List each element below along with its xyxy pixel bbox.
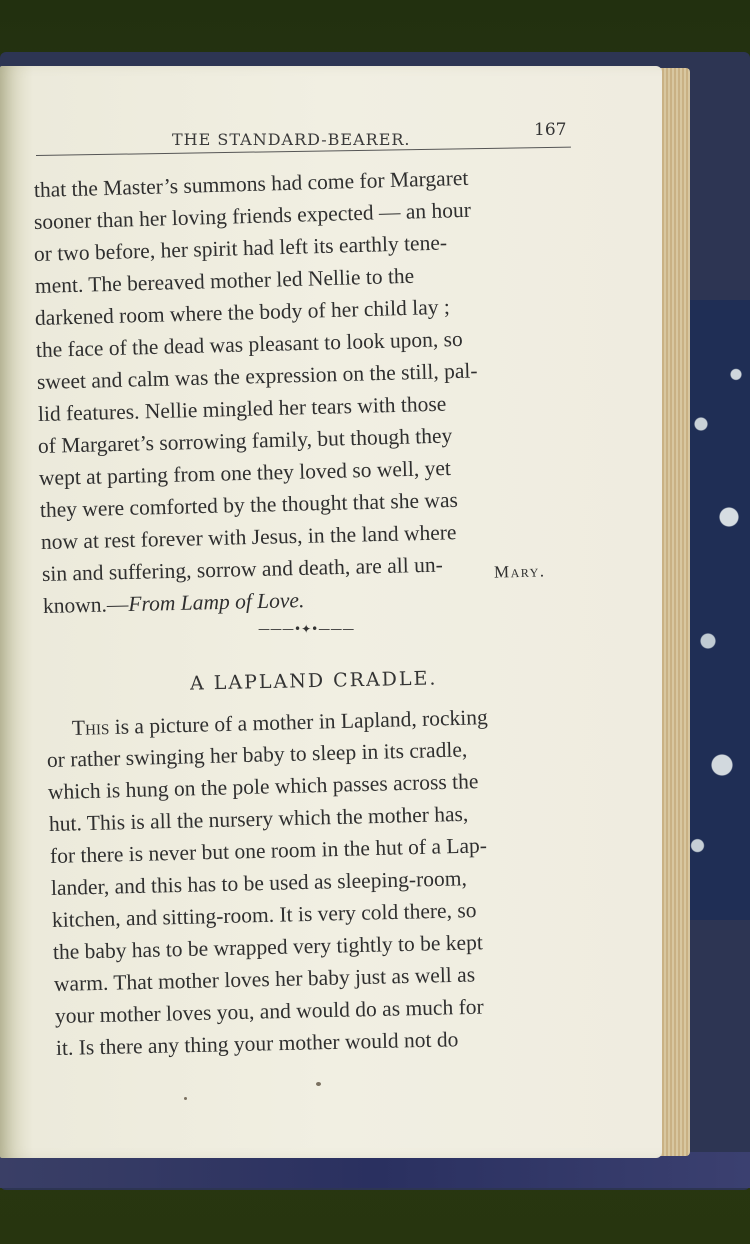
author-signature: Mary. [493, 561, 546, 582]
text-line: that the Master’s summons had come for Margaret [33, 165, 469, 202]
section-title: A LAPLAND CRADLE. [189, 667, 438, 695]
text-line: sin and suffering, sorrow and death, are all un- [41, 552, 443, 586]
text-line: which is hung on the pole which passes across the [47, 769, 479, 804]
text-line: warm. That mother loves her baby just as well as [53, 962, 476, 996]
section-ornament: ———•✦•——— [258, 622, 355, 636]
text-line: ment. The bereaved mother led Nellie to the [34, 263, 415, 298]
text-line: your mother loves you, and would do as much for [54, 994, 484, 1028]
drop-word: This [71, 715, 110, 740]
text-line: it. Is there any thing your mother would not do [55, 1027, 459, 1060]
text-line: hut. This is all the nursery which the mother has, [48, 801, 469, 836]
text-line: they were comforted by the thought that she was [39, 487, 459, 522]
running-head: THE STANDARD-BEARER. [172, 130, 411, 149]
text-line: the baby has to be wrapped very tightly to be kept [52, 930, 484, 964]
paper-speck [184, 1097, 187, 1100]
text-line: for there is never but one room in the hut of a Lap- [49, 833, 488, 868]
paper-speck [316, 1082, 321, 1086]
text-line: or rather swinging her baby to sleep in its cradle, [46, 737, 468, 772]
text-line: the face of the dead was pleasant to look upon, so [35, 326, 464, 362]
text-line: darkened room where the body of her child lay ; [34, 294, 451, 330]
text-line-prefix: known.— [42, 592, 129, 618]
text-line: lander, and this has to be used as sleeping-room, [50, 866, 468, 900]
text-line-rest: is a picture of a mother in Lapland, rocking [108, 705, 489, 740]
text-line: wept at parting from one they loved so well, yet [38, 455, 452, 490]
text-line: or two before, her spirit had left its earthly tene- [33, 230, 448, 266]
text-line: kitchen, and sitting-room. It is very cold there, so [51, 898, 477, 932]
text-line: sooner than her loving friends expected — an hour [33, 197, 472, 234]
source-citation: From Lamp of Love. [128, 588, 305, 617]
text-line: sweet and calm was the expression on the still, pal- [36, 358, 478, 394]
text-line: now at rest forever with Jesus, in the land where [40, 520, 457, 554]
text-line: lid features. Nellie mingled her tears with those [37, 391, 447, 426]
page-number: 167 [534, 120, 567, 140]
marbled-endpaper [680, 300, 750, 920]
text-line: of Margaret’s sorrowing family, but though they [37, 423, 453, 458]
